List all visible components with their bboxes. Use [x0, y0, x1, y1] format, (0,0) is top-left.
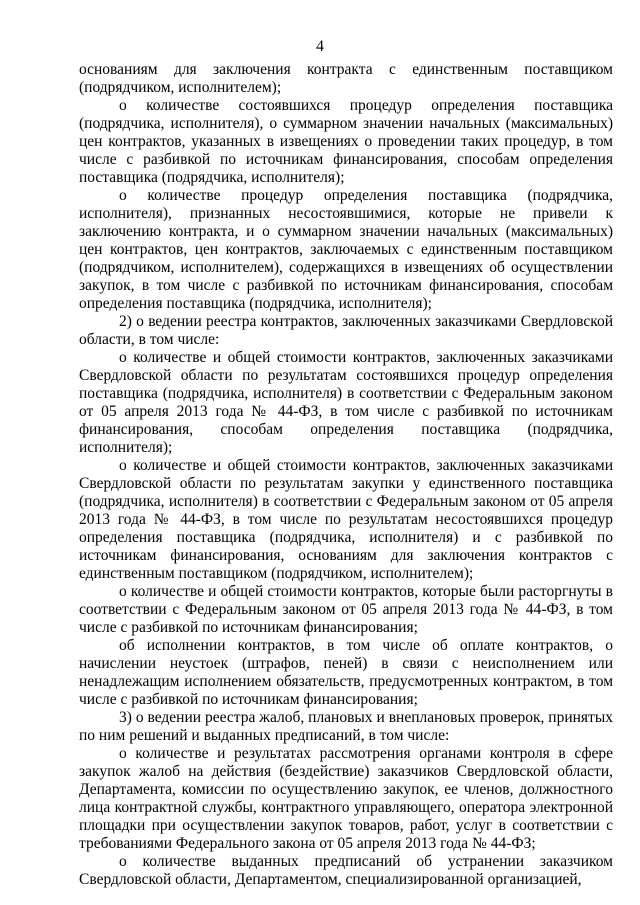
paragraph: о количестве выданных предписаний об устранении заказчиком Свердловской области, Департаментом, специализированной организацией,: [79, 853, 613, 888]
paragraph: о количестве и общей стоимости контрактов, заключенных заказчиками Свердловской области по результатам закупки у единственного поставщика (подрядчика, исполнителя) в соответствии с Федеральным законом от 05 апреля 2013 года № 44-ФЗ, в том числе по результатам несостоявшихся процедур определения поставщика (подрядчика, исполнителя) и с разбивкой по источникам финансирования, основаниям для заключения контрактов с единственным поставщиком (подрядчиком, исполнителем);: [79, 457, 613, 582]
paragraph: о количестве и результатах рассмотрения органами контроля в сфере закупок жалоб на действия (бездействие) заказчиков Свердловской области, Департамента, комиссии по осуществлению закупок, ее членов, должностного лица контрактной службы, контрактного управляющего, оператора электронной площадки при осуществлении закупок товаров, работ, услуг в соответствии с требованиями Федерального закона от 05 апреля 2013 года № 44-ФЗ;: [79, 745, 613, 852]
paragraph: о количестве процедур определения поставщика (подрядчика, исполнителя), признанных несостоявшимися, которые не привели к заключению контракта, и о суммарном значении начальных (максимальных) цен контрактов, цен контрактов, заключаемых с единственным поставщиком (подрядчиком, исполнителем), содержащихся в извещениях об осуществлении закупок, в том числе с разбивкой по источникам финансирования, способам определения поставщика (подрядчика, исполнителя);: [79, 187, 613, 312]
document-body: [79, 61, 613, 889]
paragraph-item-3: 3) о ведении реестра жалоб, плановых и внеплановых проверок, принятых по ним решений и выданных предписаний, в том числе:: [79, 709, 613, 744]
paragraph: о количестве и общей стоимости контрактов, заключенных заказчиками Свердловской области по результатам состоявшихся процедур определения поставщика (подрядчика, исполнителя) в соответствии с Федеральным законом от 05 апреля 2013 года № 44-ФЗ, в том числе с разбивкой по источникам финансирования, способам определения поставщика (подрядчика, исполнителя);: [79, 349, 613, 456]
paragraph-continuation: основаниям для заключения контракта с единственным поставщиком (подрядчиком, исполнителем);: [79, 61, 613, 96]
paragraph: о количестве и общей стоимости контрактов, которые были расторгнуты в соответствии с Федеральным законом от 05 апреля 2013 года № 44-ФЗ, в том числе с разбивкой по источникам финансирования;: [79, 583, 613, 636]
paragraph: об исполнении контрактов, в том числе об оплате контрактов, о начислении неустоек (штрафов, пеней) в связи с неисполнением или ненадлежащим исполнением обязательств, предусмотренных контрактом, в том числе с разбивкой по источникам финансирования;: [79, 637, 613, 708]
paragraph: о количестве состоявшихся процедур определения поставщика (подрядчика, исполнителя), о суммарном значении начальных (максимальных) цен контрактов, указанных в извещениях о проведении таких процедур, в том числе с разбивкой по источникам финансирования, способам определения поставщика (подрядчика, исполнителя);: [79, 97, 613, 186]
paragraph-item-2: 2) о ведении реестра контрактов, заключенных заказчиками Свердловской области, в том числе:: [79, 313, 613, 348]
page-number: 4: [316, 38, 324, 55]
